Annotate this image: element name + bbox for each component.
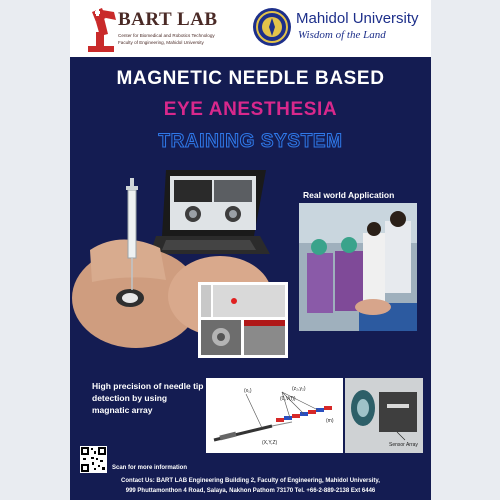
laptop-image bbox=[150, 170, 270, 254]
diagram-label-v: (0,V(f)) bbox=[280, 396, 296, 402]
scan-label: Scan for more information bbox=[112, 465, 188, 471]
real-world-label: Real world Application bbox=[303, 190, 395, 200]
sensor-array-label: Sensor Array bbox=[389, 442, 418, 448]
camera-views-inset bbox=[198, 282, 288, 358]
header-bar bbox=[70, 0, 431, 57]
sensor-array-photo bbox=[345, 378, 423, 453]
title-line-1: MAGNETIC NEEDLE BASED bbox=[116, 68, 385, 89]
training-system-illustration bbox=[70, 170, 295, 360]
contact-line-1: Contact Us: BART LAB Engineering Building 2, Faculty of Engineering, Mahidol University, bbox=[121, 478, 380, 484]
diagram-label-z2: (z₂,y₂) bbox=[292, 386, 306, 392]
contact-line-2: 999 Phuttamonthon 4 Road, Salaya, Nakhon Pathom 73170 Tel. +66-2-889-2138 Ext 6446 bbox=[125, 488, 376, 494]
diagram-label-m: (m) bbox=[326, 418, 334, 424]
bart-lab-subtitle: Center for Biomedical and Robotics Technology bbox=[118, 33, 215, 38]
bart-robot-arm-logo bbox=[86, 6, 120, 52]
mahidol-seal-logo bbox=[252, 7, 292, 47]
real-world-application-photo bbox=[299, 203, 417, 331]
title-line-3: TRAINING SYSTEM bbox=[158, 131, 343, 152]
bart-lab-name: BART LAB bbox=[118, 9, 218, 30]
poster bbox=[70, 0, 431, 500]
university-name: Mahidol University bbox=[296, 10, 419, 27]
diagram-label-x1: (x₁) bbox=[244, 388, 252, 394]
qr-code[interactable] bbox=[80, 446, 107, 473]
title-line-2: EYE ANESTHESIA bbox=[163, 99, 338, 120]
diagram-label-xyz: (X,Y,Z) bbox=[262, 440, 278, 446]
university-motto: Wisdom of the Land bbox=[298, 29, 386, 41]
precision-highlight-text: High precision of needle tip detection by using magnatic array bbox=[92, 381, 204, 415]
needle-tip-detection-diagram bbox=[206, 378, 343, 453]
bart-lab-faculty: Faculty of Engineering, Mahidol University bbox=[118, 40, 204, 45]
